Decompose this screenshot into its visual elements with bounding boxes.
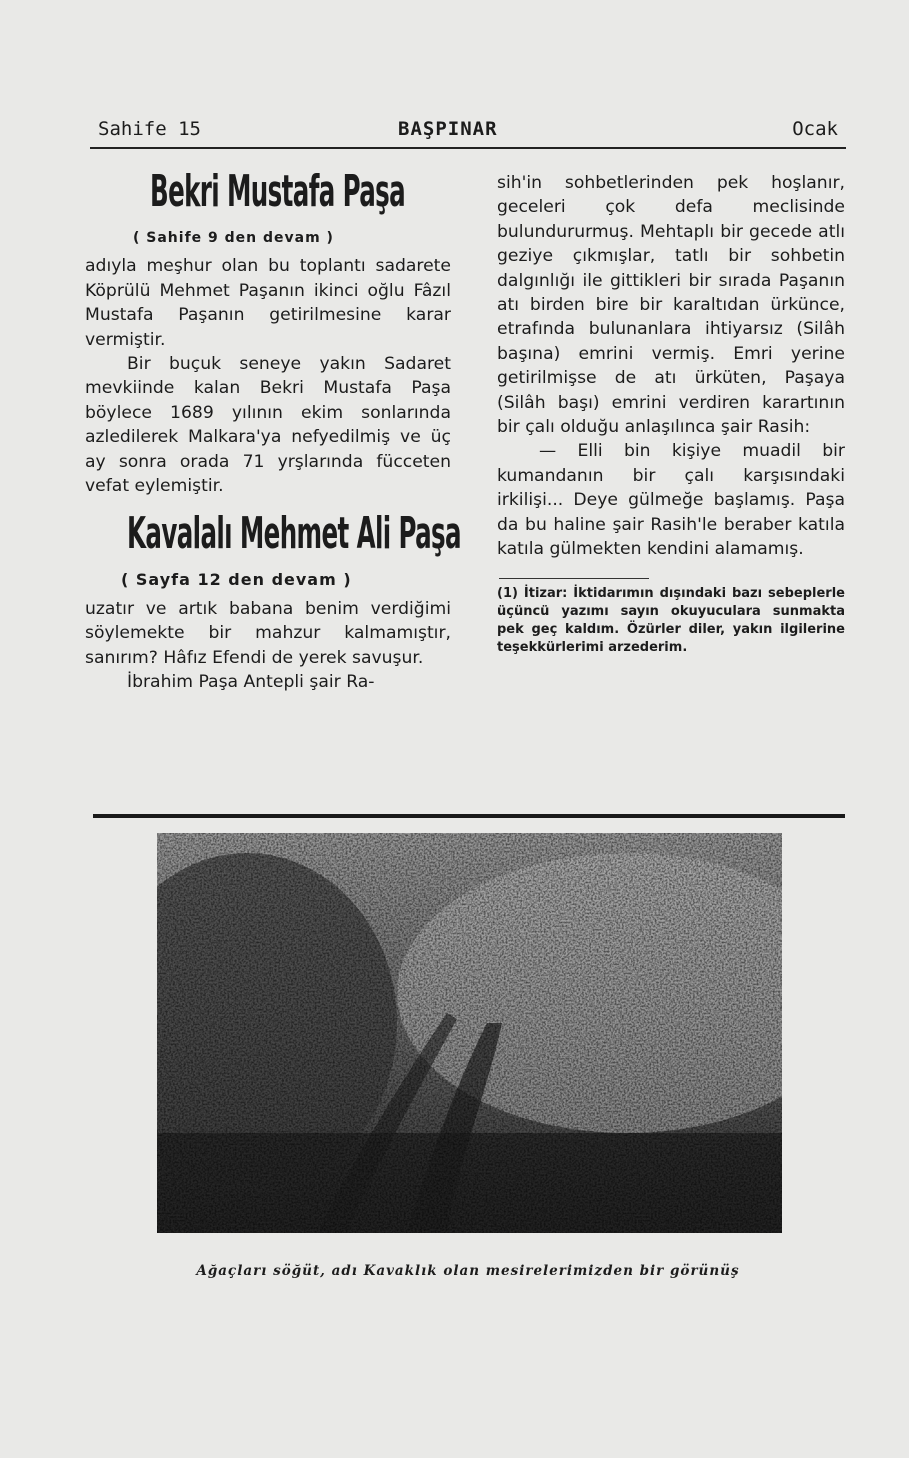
publication-name: BAŞPINAR (398, 118, 498, 140)
article2-continuation-paragraph: — Elli bin kişiye muadil bir kumandanın bir çalı karşısındaki irkilişi... Deye gülmeğe başlamış. Paşa da bu haline şair Rasih'le beraber katıla katıla gülmekten kendini alamamış. (497, 441, 845, 560)
article1-continued: ( Sahife 9 den devam ) (133, 230, 334, 246)
footnote-rule (499, 578, 649, 579)
article2-paragraph: İbrahim Paşa Antepli şair Ra- (127, 672, 375, 693)
article1-paragraph: Bir buçuk seneye yakın Sadaret mevkiinde kalan Bekri Mustafa Paşa böylece 1689 yılının ekim sonlarında azledilerek Malkara'ya nefyedilmiş ve üç ay sonra orada 71 yrşlarında fücceten vefat eylemiştir. (85, 354, 451, 497)
photo-divider-rule (93, 814, 845, 818)
photo-caption: Ağaçları söğüt, adı Kavaklık olan mesirelerimizden bir görünüş (196, 1263, 740, 1279)
article1-paragraph: adıyla meşhur olan bu toplantı sadarete Köprülü Mehmet Paşanın ikinci oğlu Fâzıl Mustafa Paşanın getirilmesine karar vermiştir. (85, 256, 451, 350)
page-number: Sahife 15 (98, 118, 201, 140)
article2-continuation-paragraph: sih'in sohbetlerinden pek hoşlanır, geceleri çok defa meclisinde bulundururmuş. Mehtaplı bir gecede atlı geziye çıkmışlar, tatlı bir sohbetin dalgınlığı ile gittikleri bir sırada Paşanın atı birden bire bir karaltıdan ürkünce, etrafında bulunanlara ihtiyarsız (Silâh başına) emrini vermiş. Emri yerine getirilmişse de atı ürküten, Paşaya (Silâh başı) emrini verdiren karartının bir çalı olduğu anlaşılınca şair Rasih: (497, 173, 845, 438)
article2-title: Kavalalı Mehmet Ali Paşa (127, 508, 461, 560)
issue-month: Ocak (792, 118, 838, 140)
right-column (497, 171, 845, 657)
article2-continued: ( Sayfa 12 den devam ) (121, 570, 352, 590)
article2-paragraph: uzatır ve artık babana benim verdiğimi söylemekte bir mahzur kalmamıştır, sanırım? Hâfız Efendi de yerek savuşur. (85, 598, 451, 668)
article1-title: Bekri Mustafa Paşa (150, 166, 406, 217)
page-header (92, 118, 844, 146)
left-column (85, 160, 461, 695)
willow-trees-photo (157, 833, 782, 1233)
footnote: (1) İtizar: İktidarımın dışındaki bazı sebeplerle üçüncü yazımı sayın okuyuculara sunmakta pek geç kaldım. Özürler diler, yakın ilgilerine teşekkürlerimi arzederim. (497, 585, 845, 655)
photo-texture (157, 833, 782, 1233)
header-rule (90, 147, 846, 149)
